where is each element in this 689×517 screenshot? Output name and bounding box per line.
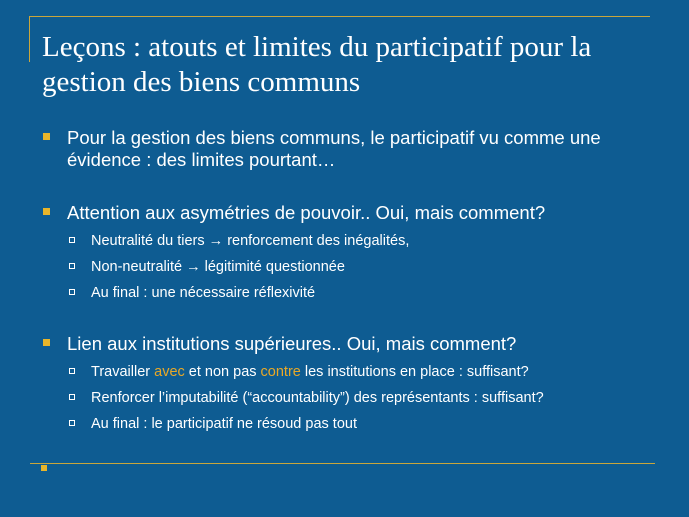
highlight-avec: avec — [154, 364, 185, 380]
sub-bullet-text — [91, 364, 529, 380]
bullet-text: Lien aux institutions supérieures.. Oui, mais comment? — [67, 333, 517, 354]
sub-bullet-text: Non-neutralité → légitimité questionnée — [91, 259, 345, 275]
bullet-item — [42, 127, 662, 171]
sub-bullet-text: Au final : une nécessaire réflexivité — [91, 285, 316, 301]
bullet-item — [42, 202, 662, 224]
sub-bullet-item — [42, 411, 662, 437]
square-bullet-icon — [43, 208, 50, 215]
hollow-square-bullet-icon — [69, 263, 75, 269]
sub-bullet-text: Au final : le participatif ne résoud pas tout — [91, 416, 357, 432]
bullet-text: Attention aux asymétries de pouvoir.. Oui, mais comment? — [67, 202, 546, 223]
sub-bullet-item — [42, 280, 662, 306]
text-after: les institutions en place : suffisant? — [300, 364, 529, 380]
title-rule-left — [29, 16, 30, 62]
hollow-square-bullet-icon — [69, 289, 75, 295]
text-before: Travailler — [91, 364, 155, 380]
slide-content — [42, 127, 662, 437]
hollow-square-bullet-icon — [69, 368, 75, 374]
sub-bullet-item — [42, 359, 662, 385]
highlight-contre: contre — [260, 364, 301, 380]
sub-bullet-text: Neutralité du tiers → renforcement des inégalités, — [91, 233, 410, 249]
hollow-square-bullet-icon — [69, 394, 75, 400]
bullet-text: Pour la gestion des biens communs, le participatif vu comme une évidence : des limites pourtant… — [67, 127, 601, 170]
square-bullet-icon — [43, 133, 50, 140]
slide-title: Leçons : atouts et limites du participatif pour la gestion des biens communs — [42, 31, 592, 98]
sub-bullet-item — [42, 254, 662, 280]
bullet-item — [42, 333, 662, 355]
title-rule-top — [30, 16, 650, 17]
hollow-square-bullet-icon — [69, 237, 75, 243]
sub-bullet-item — [42, 385, 662, 411]
text-middle: et non pas — [184, 364, 261, 380]
sub-bullet-text: Renforcer l’imputabilité (“accountability”) des représentants : suffisant? — [91, 390, 544, 406]
footer-square-icon — [41, 465, 47, 471]
sub-bullet-item — [42, 228, 662, 254]
bottom-rule — [30, 463, 655, 464]
hollow-square-bullet-icon — [69, 420, 75, 426]
square-bullet-icon — [43, 339, 50, 346]
